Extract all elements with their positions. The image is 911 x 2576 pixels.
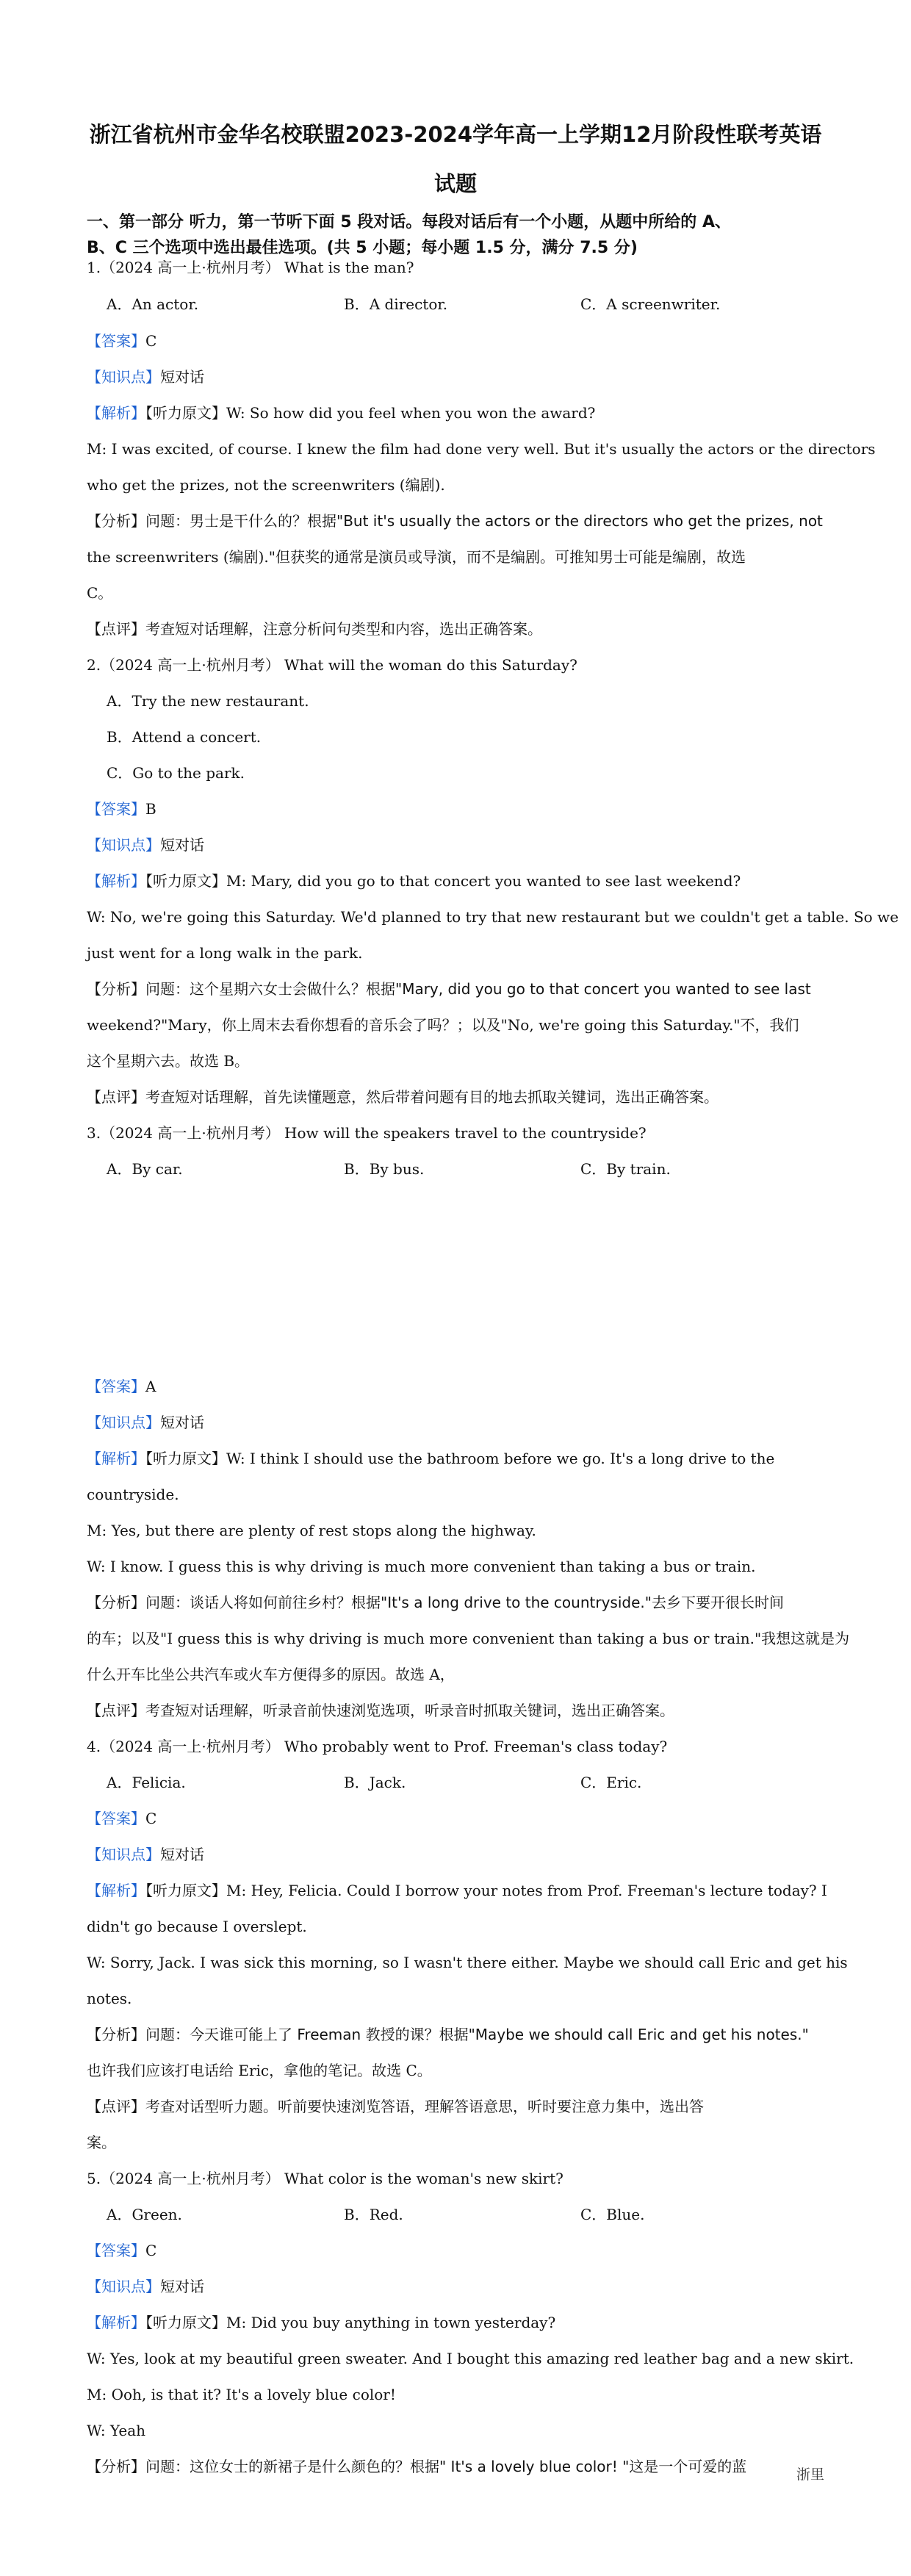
question-4-analysis (87, 2023, 824, 2046)
question-1-stem: 1.（2024 高一上·杭州月考） What is the man? (87, 259, 414, 276)
question-5-transcript (87, 2311, 824, 2334)
answer-value: C (145, 1810, 157, 1827)
question-4-dialogue-line: W: Sorry, Jack. I was sick this morning, so I wasn't there either. Maybe we should call Eric and get his (87, 1954, 848, 1971)
question-1-analysis-line: the screenwriters (编剧)."但获奖的通常是演员或导演，而不是编剧。可推知男士可能是编剧，故选 (87, 548, 746, 566)
knowledge-value: 短对话 (160, 1414, 204, 1431)
question-4-analysis-line: 也许我们应该打电话给 Eric，拿他的笔记。故选 C。 (87, 2062, 432, 2079)
transcript-first-line: M: Did you buy anything in town yesterday? (226, 2314, 556, 2331)
analysis-label: 【分析】 (87, 1594, 145, 1611)
question-4-knowledge (87, 1843, 824, 1866)
question-2-knowledge (87, 833, 824, 857)
question-2-analysis-line: 这个星期六去。故选 B。 (87, 1052, 250, 1070)
document-title-line-2: 试题 (433, 171, 477, 196)
transcript-tag: 【听力原文】 (145, 404, 226, 422)
answer-value: C (145, 332, 157, 350)
question-3-comment (87, 1699, 824, 1722)
comment-text: 考查短对话理解，首先读懂题意，然后带着问题有目的地去抓取关键词，选出正确答案。 (145, 1088, 719, 1106)
question-5-dialogue-line: W: Yeah (87, 2422, 146, 2439)
answer-tag: 【答案】 (87, 1810, 145, 1827)
section-heading-line-1: 一、第一部分 听力，第一节听下面 5 段对话。每段对话后有一个小题，从题中所给的 A、 (87, 213, 731, 231)
transcript-tag: 【听力原文】 (145, 872, 226, 890)
transcript-first-line: W: I think I should use the bathroom before we go. It's a long drive to the (226, 1450, 775, 1467)
question-3-knowledge (87, 1411, 824, 1434)
knowledge-value: 短对话 (160, 2278, 204, 2295)
question-5-knowledge (87, 2275, 824, 2298)
question-1-transcript (87, 401, 824, 425)
question-3-analysis (87, 1591, 824, 1614)
answer-value: A (145, 1378, 156, 1395)
knowledge-value: 短对话 (160, 1846, 204, 1863)
question-5-answer (87, 2239, 824, 2262)
analysis-text: 问题：男士是干什么的？根据"But it's usually the actors or the directors who get the prizes, not (145, 512, 823, 530)
comment-text: 考查对话型听力题。听前要快速浏览答语，理解答语意思，听时要注意力集中，选出答 (145, 2098, 704, 2115)
comment-label: 【点评】 (87, 620, 145, 638)
section-heading (87, 209, 821, 261)
comment-text: 考查短对话理解，听录音前快速浏览选项，听录音时抓取关键词，选出正确答案。 (145, 1702, 674, 1719)
question-2-answer (87, 797, 824, 821)
question-2-option-a: A．Try the new restaurant. (107, 692, 309, 710)
question-5-option-c: C．Blue. (580, 2206, 645, 2223)
question-1-knowledge (87, 365, 824, 389)
analysis-text: 问题：谈话人将如何前往乡村？根据"It's a long drive to the countryside."去乡下要开很长时间 (145, 1594, 784, 1611)
question-1-comment (87, 617, 824, 641)
question-3-option-a: A．By car. (107, 1160, 183, 1178)
analysis-label: 【分析】 (87, 512, 145, 530)
transcript-first-line: M: Hey, Felicia. Could I borrow your notes from Prof. Freeman's lecture today? I (226, 1882, 827, 1899)
question-2-stem: 2.（2024 高一上·杭州月考） What will the woman do this Saturday? (87, 656, 577, 674)
question-1-option-b: B．A director. (344, 295, 448, 313)
question-2-dialogue-line: just went for a long walk in the park. (87, 944, 363, 962)
transcript-tag: 【听力原文】 (145, 1882, 226, 1899)
transcript-tag: 【听力原文】 (145, 1450, 226, 1467)
knowledge-value: 短对话 (160, 368, 204, 386)
question-4-stem: 4.（2024 高一上·杭州月考） Who probably went to Prof. Freeman's class today? (87, 1738, 668, 1755)
question-2-transcript (87, 869, 824, 893)
question-1-answer (87, 329, 824, 353)
knowledge-tag: 【知识点】 (87, 368, 160, 386)
question-2-analysis-line: weekend?"Mary，你上周末去看你想看的音乐会了吗？；以及"No, we're going this Saturday."不，我们 (87, 1016, 799, 1034)
question-5-option-b: B．Red. (344, 2206, 403, 2223)
question-4-comment-line: 案。 (87, 2134, 116, 2151)
answer-tag: 【答案】 (87, 2242, 145, 2259)
document-title-line-1: 浙江省杭州市金华名校联盟2023-2024学年高一上学期12月阶段性联考英语 (89, 122, 822, 147)
question-4-comment (87, 2095, 824, 2118)
question-1-option-c: C．A screenwriter. (580, 295, 721, 313)
analysis-label: 【分析】 (87, 980, 145, 998)
knowledge-tag: 【知识点】 (87, 2278, 160, 2295)
question-3-stem: 3.（2024 高一上·杭州月考） How will the speakers travel to the countryside? (87, 1124, 647, 1142)
question-5-dialogue-line: M: Ooh, is that it? It's a lovely blue color! (87, 2386, 396, 2403)
question-3-answer (87, 1375, 824, 1398)
comment-label: 【点评】 (87, 1702, 145, 1719)
question-2-dialogue-line: W: No, we're going this Saturday. We'd planned to try that new restaurant but we couldn't get a table. So we (87, 908, 899, 926)
analysis-tag: 【解析】 (87, 404, 145, 422)
question-5-analysis (87, 2455, 777, 2478)
section-heading-line-2: B、C 三个选项中选出最佳选项。(共 5 小题；每小题 1.5 分，满分 7.5 分) (87, 239, 638, 257)
question-4-answer (87, 1807, 824, 1830)
question-3-dialogue-line: W: I know. I guess this is why driving is much more convenient than taking a bus or train. (87, 1558, 756, 1575)
question-4-transcript (87, 1879, 827, 1902)
question-1-dialogue-line: who get the prizes, not the screenwriters (编剧). (87, 476, 445, 494)
answer-tag: 【答案】 (87, 1378, 145, 1395)
transcript-first-line: W: So how did you feel when you won the award? (226, 404, 596, 422)
question-5-dialogue-line: W: Yes, look at my beautiful green sweater. And I bought this amazing red leather bag and a new skirt. (87, 2350, 854, 2367)
question-3-dialogue-line: M: Yes, but there are plenty of rest stops along the highway. (87, 1522, 536, 1539)
answer-value: B (145, 800, 156, 818)
comment-text: 考查短对话理解，注意分析问句类型和内容，选出正确答案。 (145, 620, 542, 638)
transcript-first-line: M: Mary, did you go to that concert you wanted to see last weekend? (226, 872, 741, 890)
question-4-option-c: C．Eric. (580, 1774, 642, 1791)
analysis-text: 问题：这个星期六女士会做什么？根据"Mary, did you go to that concert you wanted to see last (145, 980, 811, 998)
question-3-option-b: B．By bus. (344, 1160, 425, 1178)
question-4-option-b: B．Jack. (344, 1774, 406, 1791)
knowledge-tag: 【知识点】 (87, 1414, 160, 1431)
analysis-text: 问题：今天谁可能上了 Freeman 教授的课？根据"Maybe we should call Eric and get his notes." (145, 2026, 809, 2043)
analysis-tag: 【解析】 (87, 872, 145, 890)
answer-tag: 【答案】 (87, 800, 145, 818)
question-2-option-c: C．Go to the park. (107, 764, 245, 782)
question-4-dialogue-line: didn't go because I overslept. (87, 1918, 307, 1935)
question-5-stem: 5.（2024 高一上·杭州月考） What color is the woman's new skirt? (87, 2170, 563, 2187)
transcript-tag: 【听力原文】 (145, 2314, 226, 2331)
page-footer: 浙里 (796, 2467, 824, 2483)
question-1-dialogue-line: M: I was excited, of course. I knew the film had done very well. But it's usually the actors or the directors (87, 440, 876, 458)
answer-value: C (145, 2242, 157, 2259)
question-1-analysis (87, 509, 824, 533)
analysis-label: 【分析】 (87, 2026, 145, 2043)
comment-label: 【点评】 (87, 2098, 145, 2115)
question-1-option-a: A．An actor. (107, 295, 199, 313)
knowledge-tag: 【知识点】 (87, 1846, 160, 1863)
question-3-analysis-line: 什么开车比坐公共汽车或火车方便得多的原因。故选 A， (87, 1666, 455, 1683)
question-1-analysis-line: C。 (87, 584, 113, 602)
question-3-analysis-line: 的车；以及"I guess this is why driving is much more convenient than taking a bus or train."我想这就是为 (87, 1630, 850, 1647)
question-4-option-a: A．Felicia. (107, 1774, 186, 1791)
knowledge-tag: 【知识点】 (87, 836, 160, 854)
analysis-tag: 【解析】 (87, 2314, 145, 2331)
analysis-tag: 【解析】 (87, 1450, 145, 1467)
question-2-option-b: B．Attend a concert. (107, 728, 262, 746)
question-2-analysis (87, 977, 824, 1001)
comment-label: 【点评】 (87, 1088, 145, 1106)
analysis-label: 【分析】 (87, 2458, 145, 2475)
knowledge-value: 短对话 (160, 836, 204, 854)
question-5-option-a: A．Green. (107, 2206, 182, 2223)
question-3-dialogue-line: countryside. (87, 1486, 179, 1503)
question-3-transcript (87, 1447, 824, 1470)
question-3-option-c: C．By train. (580, 1160, 671, 1178)
answer-tag: 【答案】 (87, 332, 145, 350)
analysis-tag: 【解析】 (87, 1882, 145, 1899)
question-2-comment (87, 1085, 824, 1109)
analysis-text: 问题：这位女士的新裙子是什么颜色的？根据" It's a lovely blue color! "这是一个可爱的蓝 (145, 2458, 747, 2475)
question-4-dialogue-line: notes. (87, 1990, 132, 2007)
